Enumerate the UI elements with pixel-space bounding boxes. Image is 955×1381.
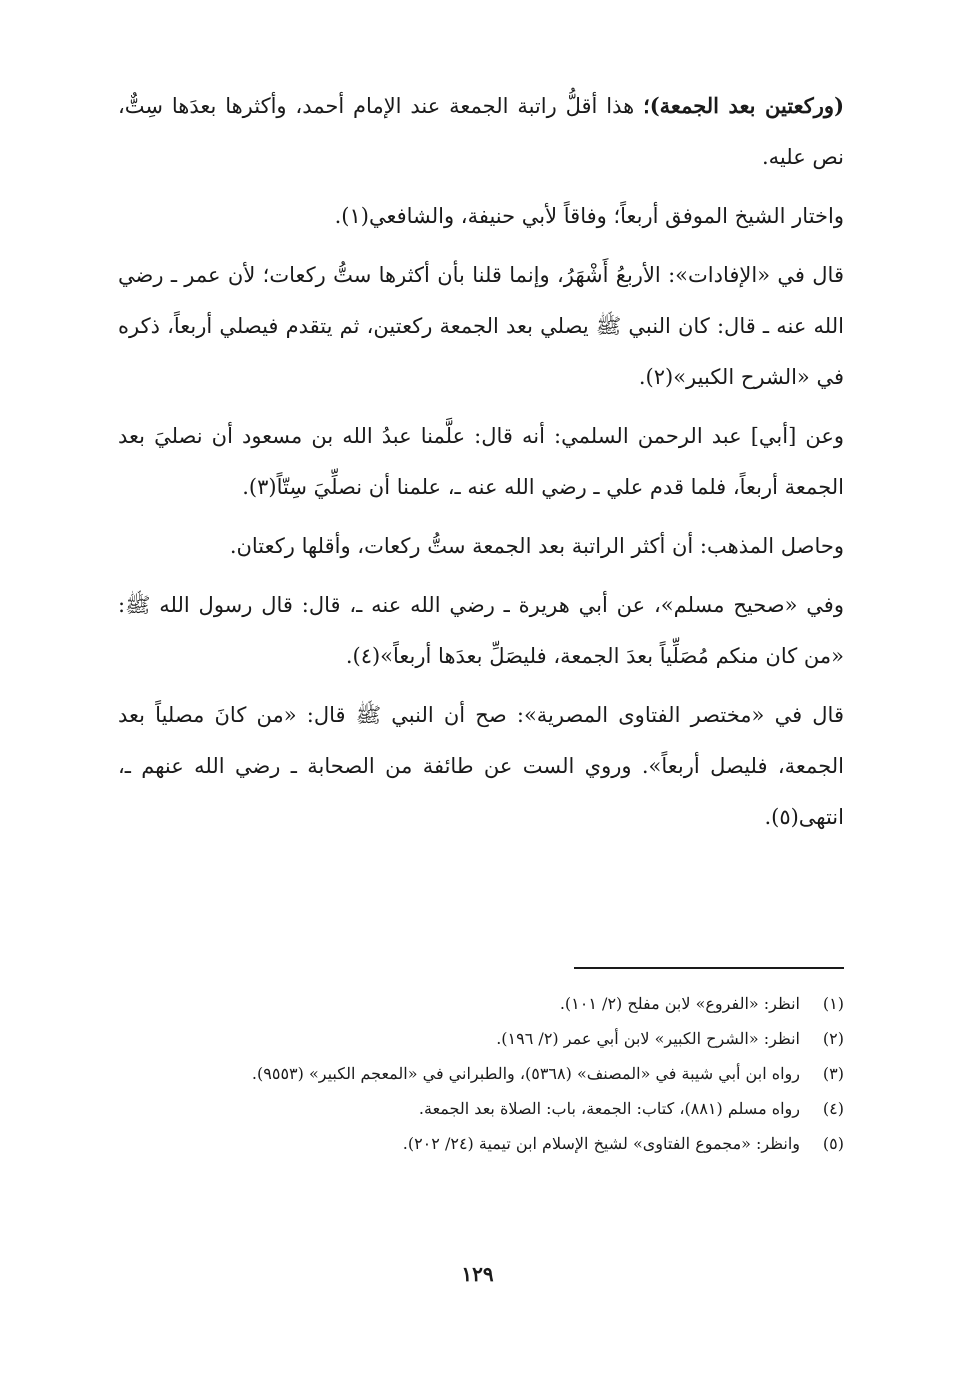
footnote (118, 1060, 844, 1088)
paragraph (118, 250, 844, 403)
page-number: ١٢٩ (461, 1262, 494, 1286)
footnote-divider (574, 967, 844, 969)
paragraph (118, 80, 844, 183)
footnote-text: انظر: «الفروع» لابن مفلح (٢/ ١٠١). (559, 994, 800, 1013)
paragraph (118, 690, 844, 843)
paragraph-text: وفي «صحيح مسلم»، عن أبي هريرة ـ رضي الله عنه ـ، قال: قال رسول الله ﷺ: «من كان منكم مُصَلِّياً بعدَ الجمعة، فليصَلِّ بعدَها أربعاً»(٤). (118, 593, 844, 668)
paragraph (118, 521, 844, 572)
footnotes (118, 990, 844, 1165)
paragraph (118, 411, 844, 513)
footnote-number: (٢) (822, 1029, 844, 1048)
paragraph-text: واختار الشيخ الموفق أربعاً؛ وفاقاً لأبي حنيفة، والشافعي(١). (334, 204, 844, 228)
footnote (118, 1130, 844, 1158)
footnote (118, 1025, 844, 1053)
footnote-text: رواه مسلم (٨٨١)، كتاب: الجمعة، باب: الصلاة بعد الجمعة. (418, 1099, 800, 1118)
footnote-text: وانظر: «مجموع الفتاوى» لشيخ الإسلام ابن تيمية (٢٤/ ٢٠٢). (402, 1134, 800, 1153)
paragraph-lead-bold: (وركعتين بعد الجمعة)؛ (643, 93, 845, 118)
footnote (118, 990, 844, 1018)
paragraph-text: وعن [أبي] عبد الرحمن السلمي: أنه قال: علَّمنا عبدُ الله بن مسعود أن نصليَ بعد الجمعة أربعاً، فلما قدم علي ـ رضي الله عنه ـ، علمنا أن نصلِّيَ سِتّاً(٣). (118, 424, 844, 499)
paragraph-text: هذا أقلُّ راتبة الجمعة عند الإمام أحمد، وأكثرها بعدَها سِتٌّ، نص عليه. (118, 94, 844, 169)
footnote-number: (٣) (822, 1064, 844, 1083)
footnote-number: (٥) (822, 1134, 844, 1153)
paragraph-text: قال في «مختصر الفتاوى المصرية»: صح أن النبي ﷺ قال: «من كانَ مصلياً بعد الجمعة، فليصل أربعاً». وروي الست عن طائفة من الصحابة ـ رضي الله عنهم ـ، انتهى(٥). (118, 703, 844, 829)
footnote-text: رواه ابن أبي شيبة في «المصنف» (٥٣٦٨)، والطبراني في «المعجم الكبير» (٩٥٥٣). (251, 1064, 800, 1083)
footnote-number: (٤) (822, 1099, 844, 1118)
paragraph (118, 580, 844, 682)
paragraph-text: قال في «الإفادات»: الأربعُ أَشْهَرُ، وإنما قلنا بأن أكثرها ستُّ ركعات؛ لأن عمر ـ رضي الله عنه ـ قال: كان النبي ﷺ يصلي بعد الجمعة ركعتين، ثم يتقدم فيصلي أربعاً، ذكره في «الشرح الكبير»(٢). (118, 263, 844, 389)
paragraph-text: وحاصل المذهب: أن أكثر الراتبة بعد الجمعة ستُّ ركعات، وأقلها ركعتان. (229, 534, 844, 558)
footnote-text: انظر: «الشرح الكبير» لابن أبي عمر (٢/ ١٩٦). (496, 1029, 800, 1048)
footnote (118, 1095, 844, 1123)
paragraph (118, 191, 844, 242)
main-text (118, 80, 844, 851)
footnote-number: (١) (822, 994, 844, 1013)
